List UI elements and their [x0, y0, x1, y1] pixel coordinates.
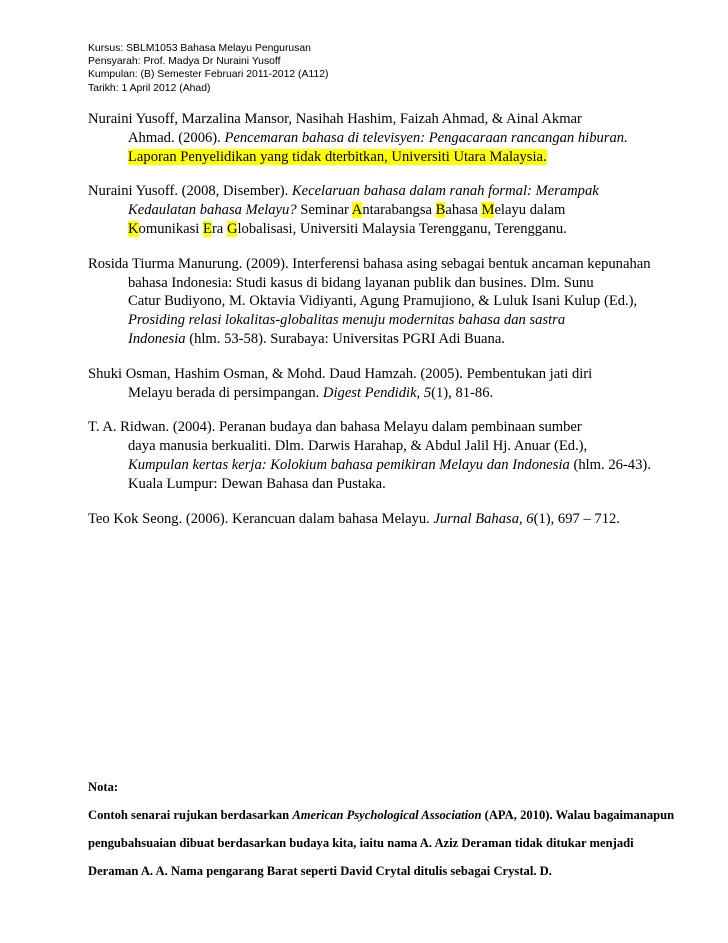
reference-text: (1), 81-86. [431, 384, 494, 401]
reference-line [88, 182, 648, 201]
reference-line [88, 330, 648, 349]
reference-title: Kecelaruan bahasa dalam ranah formal: Merampak [291, 183, 599, 200]
reference-text: lobalisasi, Universiti Malaysia Terengganu, Terengganu. [237, 220, 567, 237]
reference-text: ntarabangsa [362, 202, 436, 219]
reference-entry-2 [88, 182, 648, 238]
reference-text: Nuraini Yusoff. (2008, Disember). [88, 183, 292, 200]
reference-line [88, 220, 648, 239]
reference-line: Catur Budiyono, M. Oktavia Vidiyanti, Agung Pramujiono, & Luluk Isani Kulup (Ed.), [128, 293, 638, 310]
highlighted-letter: B [435, 202, 446, 219]
reference-line [88, 510, 648, 529]
reference-title: Indonesia [128, 330, 186, 347]
reference-text: ra [211, 220, 227, 237]
lecturer-line: Pensyarah: Prof. Madya Dr Nuraini Yusoff [88, 56, 281, 68]
highlighted-letter: M [481, 202, 495, 219]
journal-title: Jurnal Bahasa, 6 [433, 510, 534, 527]
highlighted-letter: G [226, 220, 238, 237]
reference-entry-6 [88, 510, 648, 529]
reference-line: Shuki Osman, Hashim Osman, & Mohd. Daud Hamzah. (2005). Pembentukan jati diri [88, 365, 593, 382]
reference-title: Kedaulatan bahasa Melayu? [128, 202, 297, 219]
note-title: Nota: [88, 780, 119, 794]
note-line: Deraman A. A. Nama pengarang Barat seperti David Crytal ditulis sebagai Crystal. D. [88, 864, 552, 878]
reference-line: bahasa Indonesia: Studi kasus di bidang layanan publik dan busines. Dlm. Sunu [128, 274, 594, 291]
note-line: pengubahsuaian dibuat berdasarkan budaya kita, iaitu nama A. Aziz Deraman tidak ditukar menjadi [88, 836, 634, 850]
note-section [88, 779, 675, 879]
reference-text: Teo Kok Seong. (2006). Kerancuan dalam bahasa Melayu. [88, 510, 434, 527]
highlighted-letter: K [128, 220, 139, 237]
reference-title: Kumpulan kertas kerja: Kolokium bahasa pemikiran Melayu dan Indonesia [128, 456, 570, 473]
document-header [88, 42, 328, 95]
reference-entry-1 [88, 110, 648, 166]
reference-text: Seminar [296, 202, 352, 219]
reference-entry-5 [88, 418, 651, 493]
reference-line [88, 148, 648, 167]
reference-text: omunikasi [138, 220, 204, 237]
reference-text: Ahmad. (2006). [128, 129, 225, 146]
reference-title: Pencemaran bahasa di televisyen: Pengacaraan rancangan hiburan. [224, 129, 628, 146]
reference-line [88, 384, 648, 403]
note-emphasis: American Psychological Association [292, 808, 482, 822]
reference-list [88, 110, 651, 544]
highlighted-letter: E [203, 220, 212, 237]
group-line: Kumpulan: (B) Semester Februari 2011-2012 (A112) [88, 69, 329, 81]
reference-text: Melayu berada di persimpangan. [128, 384, 323, 401]
reference-text: (hlm. 26-43). [569, 456, 651, 473]
reference-line [88, 311, 648, 330]
highlighted-letter: A [351, 202, 363, 219]
reference-line [88, 201, 648, 220]
reference-entry-4 [88, 365, 648, 403]
reference-text: (hlm. 53-58). Surabaya: Universitas PGRI Adi Buana. [185, 330, 505, 347]
reference-line: Rosida Tiurma Manurung. (2009). Interferensi bahasa asing sebagai bentuk ancaman kepunahan [88, 255, 651, 272]
reference-text: elayu dalam [494, 202, 566, 219]
note-text: Contoh senarai rujukan berdasarkan [88, 808, 293, 822]
reference-text: ahasa [445, 202, 482, 219]
journal-title: Digest Pendidik, 5 [322, 384, 432, 401]
reference-line [88, 129, 648, 148]
note-line [88, 807, 675, 823]
reference-entry-3 [88, 255, 651, 349]
reference-line: Nuraini Yusoff, Marzalina Mansor, Nasihah Hashim, Faizah Ahmad, & Ainal Akmar [88, 111, 582, 127]
reference-line [88, 456, 651, 475]
course-line: Kursus: SBLM1053 Bahasa Melayu Pengurusan [88, 43, 311, 54]
reference-title: Prosiding relasi lokalitas-globalitas menuju modernitas bahasa dan sastra [128, 312, 566, 329]
note-text: (APA, 2010). Walau bagaimanapun [481, 808, 675, 822]
reference-line: T. A. Ridwan. (2004). Peranan budaya dan bahasa Melayu dalam pembinaan sumber [88, 419, 582, 436]
date-line: Tarikh: 1 April 2012 (Ahad) [88, 82, 211, 94]
reference-line: Kuala Lumpur: Dewan Bahasa dan Pustaka. [128, 475, 386, 492]
reference-text: (1), 697 – 712. [533, 510, 620, 527]
highlighted-text: Laporan Penyelidikan yang tidak dterbitkan, Universiti Utara Malaysia. [128, 148, 547, 165]
reference-line: daya manusia berkualiti. Dlm. Darwis Harahap, & Abdul Jalil Hj. Anuar (Ed.), [128, 438, 588, 455]
